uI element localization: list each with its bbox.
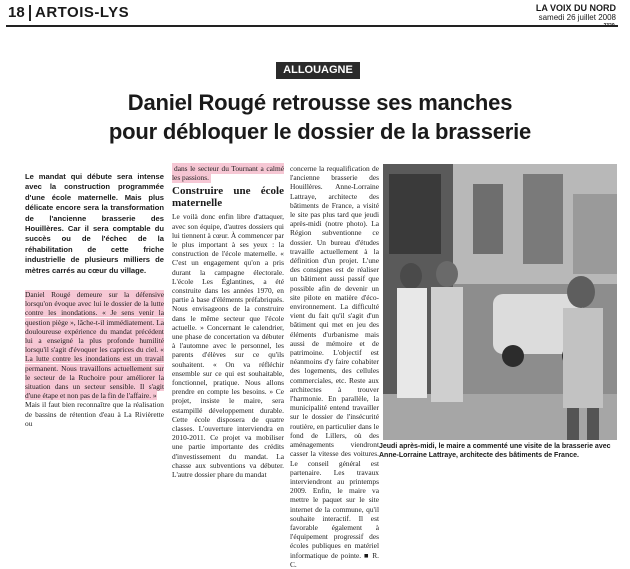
photo-caption: Jeudi après-midi, le maire a commenté une visite de la brasserie avec Anne-Lorraine Lattraye, architecte des bâtiments de France. (379, 443, 611, 459)
article-photo (383, 164, 617, 440)
headline-line-2: pour débloquer le dossier de la brasserie (108, 119, 532, 144)
section-name: ARTOIS-LYS (35, 4, 130, 21)
header-divider (29, 5, 31, 21)
lead-paragraph: Le mandat qui débute sera intense avec la construction programmée d'une école maternelle. Mais plus délicate encore sera la transformation de l'ancienne brasserie des Houillères. Car il sera comptable du succès ou de l'échec de la réhabilitation de cette friche industrielle de plusieurs milliers de mètres carrés au cœur du village. (25, 172, 164, 275)
issue-date: samedi 26 juillet 2008 (538, 13, 616, 22)
article-column-2 (172, 164, 284, 479)
article-column-1 (25, 290, 164, 428)
headline (20, 88, 620, 146)
column-1-text: Mais il faut bien reconnaître que la réalisation de bassins de rétention d'eau à La Rivièrette ou (25, 400, 164, 428)
kicker-label: ALLOUAGNE (276, 62, 360, 79)
subheading: Construire une école maternelle (172, 185, 284, 210)
highlighted-passage-top: dans le secteur du Tournant a calmé les passions. (172, 164, 284, 183)
newspaper-name: LA VOIX DU NORD (535, 3, 616, 13)
page-number: 18 (8, 4, 25, 21)
highlighted-passage: Daniel Rougé demeure sur la défensive lorsqu'on évoque avec lui le dossier de la lutte contre les inondations. « Je sens venir la question piège », lâche-t-il immédiatement. La douloureuse expérience du mandat précédent lui a enseigné la plus profonde humilité lorsqu'il s'agit d'évoquer les caprices du ciel. « La lutte contre les inondations est un travail permanent. Nous travaillons actuellement sur le secteur de la Ruchoire pour améliorer la situation dans un secteur sensible. Il s'agit d'une étape et non pas de la fin de l'affaire. » (25, 290, 164, 401)
column-2-text: Le voilà donc enfin libre d'attaquer, avec son équipe, d'autres dossiers qui lui tiennent à cœur. À commencer par le plus important à ses yeux : la construction de l'école maternelle. « C'est un engagement qu'on a pris durant la campagne électorale. L'école Les Églantines, a été construite dans les années 1970, en partie à base d'éléments préfabriqués. Nous envisageons de la construire dans le même secteur que l'école actuelle. » Concernant le calendrier, une phase de concertation va débuter à l'automne avec le personnel, les parents d'élèves sur ce qu'ils souhaitent. « On va réfléchir ensemble sur ce qui est souhaitable, fonctionnel, pratique. Nous allons prendre en compte les besoins. » Ce projet, insiste le maire, sera estampillé développement durable. Cette école disposera de quatre classes. L'ouverture interviendra en 2010-2011. Ce projet va mobiliser une partie importante des crédits d'investissement du mandat. La chasse aux subventions va débuter. L'autre dossier phare du mandat (172, 212, 284, 480)
header-rule (6, 25, 618, 27)
column-3-text: concerne la requalification de l'ancienne brasserie des Houillères. Anne-Lorraine Lattraye, architecte des bâtiments de France, a visité le site pas plus tard que jeudi après-midi (notre photo). La Région subventionne ce dossier. Un bureau d'études travaille actuellement à la définition d'un projet. L'une des consignes est de réaliser un bâtiment aussi passif que possible afin de devenir un site pilote en matière d'éco-environnement. La difficulté vient du fait qu'il s'agit d'un bâtiment qui met en jeu des éléments d'urbanisme mais aussi de mémoire et de patrimoine. L'objectif est néanmoins d'y faire cohabiter des logements, des cellules commerciales, etc. Reste aux architectes à trouver l'harmonie. En parallèle, la municipalité entend travailler sur le dossier de l'insécurité routière, en particulier dans le fond de Lillers, où des aménagements viendront casser la vitesse des voitures. Le conseil général est partenaire. Les travaux interviendront au printemps 2009. Enfin, le maire va mettre le paquet sur le site internet de la commune, qu'il souhaite interactif. Il est favorable également à l'équipement progressif des écoles publiques en matériel informatique de pointe. ■ R. C. (290, 164, 379, 569)
article-column-3 (290, 164, 379, 569)
photo-image (383, 164, 617, 440)
headline-line-1: Daniel Rougé retrousse ses manches (127, 90, 513, 115)
